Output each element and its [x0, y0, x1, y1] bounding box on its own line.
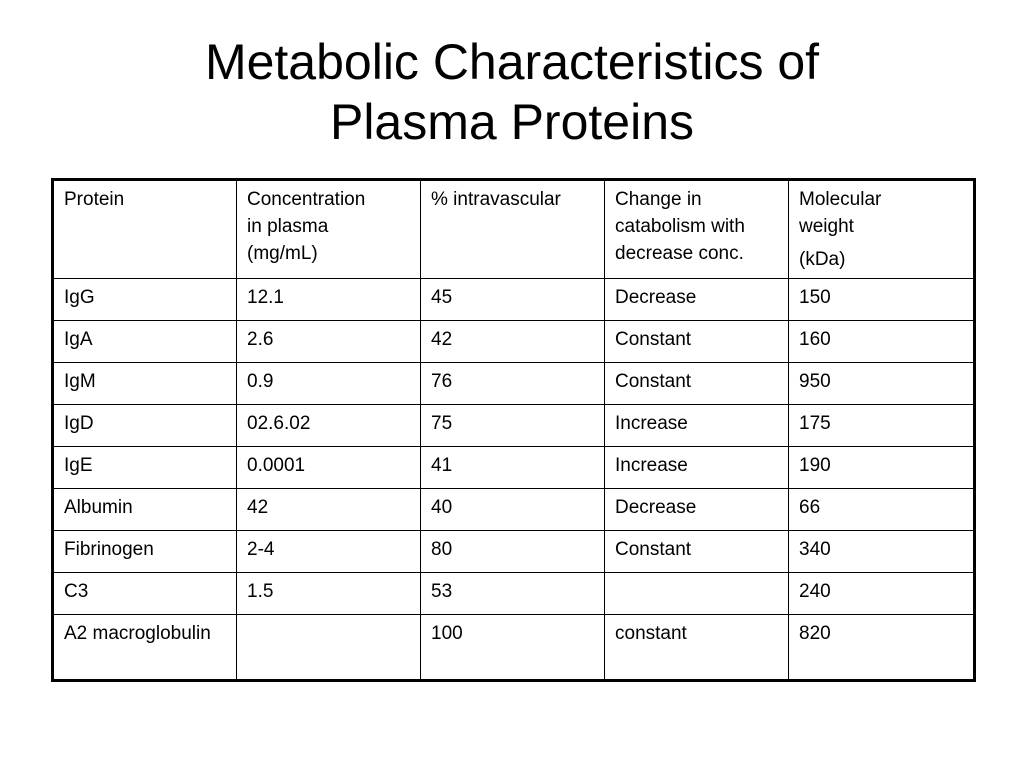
- plasma-proteins-table: [51, 178, 976, 682]
- cell-intravascular: 41: [421, 447, 605, 489]
- table-row: [53, 489, 975, 531]
- header-concentration-line-1: Concentration: [247, 189, 366, 210]
- header-protein-label: Protein: [64, 189, 125, 210]
- cell-intravascular: 40: [421, 489, 605, 531]
- table-row: [53, 405, 975, 447]
- table-row: [53, 573, 975, 615]
- table-row: [53, 279, 975, 321]
- cell-molecular-weight: 150: [789, 279, 975, 321]
- cell-catabolism: Decrease: [605, 489, 789, 531]
- slide-title: [0, 32, 1024, 152]
- cell-molecular-weight: 950: [789, 363, 975, 405]
- cell-protein: IgG: [53, 279, 237, 321]
- cell-molecular-weight: 340: [789, 531, 975, 573]
- header-molecular-weight-line-2: weight: [799, 216, 854, 237]
- cell-molecular-weight: 175: [789, 405, 975, 447]
- table-row: [53, 615, 975, 681]
- cell-catabolism: constant: [605, 615, 789, 681]
- cell-concentration: 02.6.02: [237, 405, 421, 447]
- cell-concentration: 0.0001: [237, 447, 421, 489]
- cell-intravascular: 53: [421, 573, 605, 615]
- cell-intravascular: 80: [421, 531, 605, 573]
- cell-protein: IgE: [53, 447, 237, 489]
- cell-intravascular: 45: [421, 279, 605, 321]
- header-concentration: [237, 180, 421, 279]
- slide-title-line-1: Metabolic Characteristics of: [204, 34, 820, 90]
- cell-molecular-weight: 240: [789, 573, 975, 615]
- cell-protein: IgA: [53, 321, 237, 363]
- cell-concentration: 2.6: [237, 321, 421, 363]
- header-catabolism-line-3: decrease conc.: [615, 243, 744, 264]
- cell-protein: Fibrinogen: [53, 531, 237, 573]
- table-row: [53, 363, 975, 405]
- cell-catabolism: Constant: [605, 531, 789, 573]
- cell-intravascular: 75: [421, 405, 605, 447]
- cell-molecular-weight: 820: [789, 615, 975, 681]
- cell-protein: A2 macroglobulin: [53, 615, 237, 681]
- header-molecular-weight-line-3: (kDa): [799, 249, 846, 270]
- header-catabolism: [605, 180, 789, 279]
- header-intravascular-label: % intravascular: [431, 189, 561, 210]
- table-row: [53, 321, 975, 363]
- cell-molecular-weight: 66: [789, 489, 975, 531]
- cell-catabolism: Increase: [605, 405, 789, 447]
- table-row: [53, 447, 975, 489]
- cell-intravascular: 76: [421, 363, 605, 405]
- cell-concentration: 0.9: [237, 363, 421, 405]
- header-concentration-line-2: in plasma: [247, 216, 329, 237]
- header-concentration-line-3: (mg/mL): [247, 243, 318, 264]
- cell-concentration: 12.1: [237, 279, 421, 321]
- table-header-row: [53, 180, 975, 279]
- cell-concentration: 42: [237, 489, 421, 531]
- cell-catabolism: Constant: [605, 363, 789, 405]
- cell-intravascular: 42: [421, 321, 605, 363]
- header-catabolism-line-1: Change in: [615, 189, 702, 210]
- cell-protein: C3: [53, 573, 237, 615]
- cell-intravascular: 100: [421, 615, 605, 681]
- cell-catabolism: [605, 573, 789, 615]
- cell-concentration: 2-4: [237, 531, 421, 573]
- cell-protein: IgD: [53, 405, 237, 447]
- header-catabolism-line-2: catabolism with: [615, 216, 745, 237]
- cell-concentration: 1.5: [237, 573, 421, 615]
- header-molecular-weight-line-1: Molecular: [799, 189, 882, 210]
- header-intravascular: [421, 180, 605, 279]
- cell-concentration: [237, 615, 421, 681]
- header-molecular-weight: [789, 180, 975, 279]
- cell-protein: Albumin: [53, 489, 237, 531]
- cell-catabolism: Increase: [605, 447, 789, 489]
- cell-catabolism: Constant: [605, 321, 789, 363]
- cell-protein: IgM: [53, 363, 237, 405]
- slide-title-line-2: Plasma Proteins: [329, 94, 695, 150]
- cell-molecular-weight: 190: [789, 447, 975, 489]
- header-protein: [53, 180, 237, 279]
- cell-molecular-weight: 160: [789, 321, 975, 363]
- cell-catabolism: Decrease: [605, 279, 789, 321]
- table-row: [53, 531, 975, 573]
